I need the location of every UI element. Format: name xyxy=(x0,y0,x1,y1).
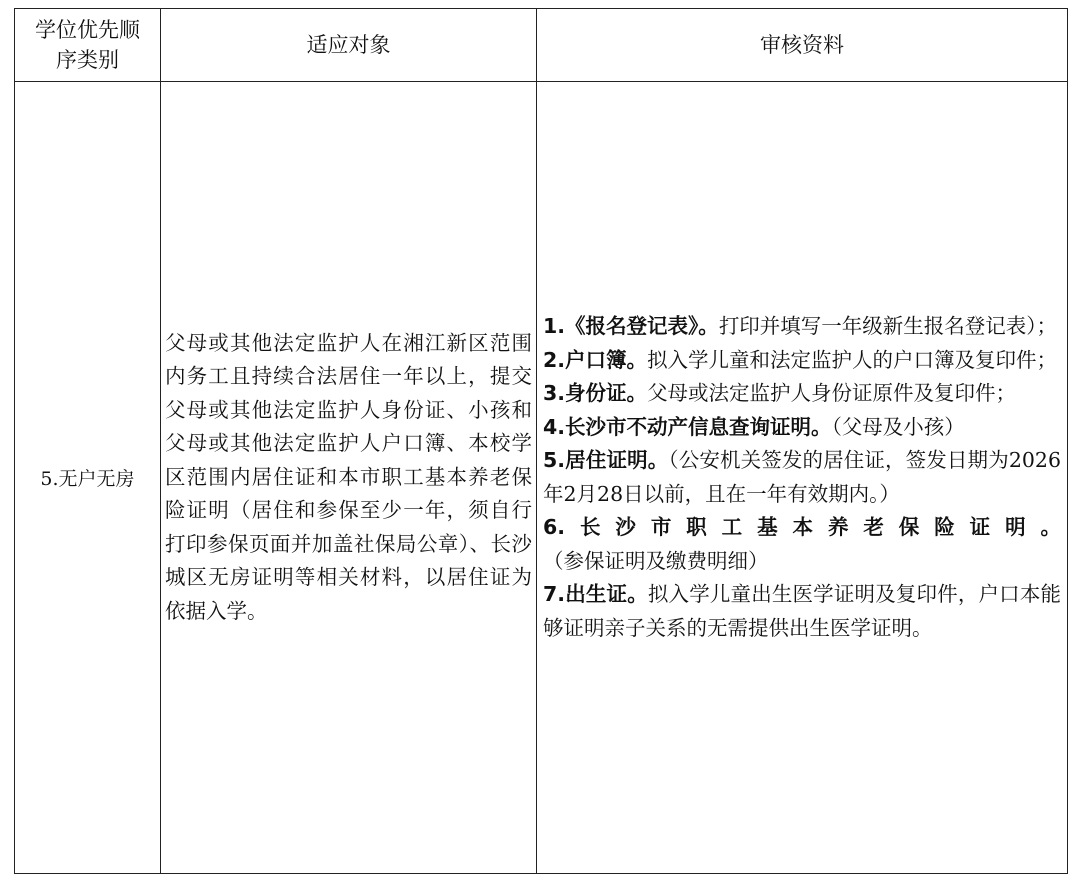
table-header-row xyxy=(15,9,1068,82)
material-text: 父母或法定监护人身份证原件及复印件； xyxy=(647,381,1017,405)
material-text: （公安机关签发的居住证，签发日期为2026年2月28日以前，且在一年有效期内。） xyxy=(543,448,1061,506)
material-item xyxy=(543,444,1061,511)
material-text: 拟入学儿童和法定监护人的户口簿及复印件； xyxy=(647,347,1058,372)
material-title: 1.《报名登记表》。 xyxy=(543,314,719,338)
material-title: 3.身份证。 xyxy=(543,381,648,405)
material-text: 拟入学儿童出生医学证明及复印件，户口本能够证明亲子关系的无需提供出生医学证明。 xyxy=(543,582,1061,640)
header-target: 适应对象 xyxy=(306,33,391,57)
header-target-cell xyxy=(161,9,537,82)
material-title: 5.居住证明。 xyxy=(543,448,669,472)
material-title: 2.户口簿。 xyxy=(543,347,648,372)
material-item xyxy=(543,377,1061,411)
header-materials: 审核资料 xyxy=(760,33,844,57)
table-row xyxy=(15,82,1068,874)
material-item xyxy=(543,511,1061,578)
material-title: 7.出生证。 xyxy=(543,582,648,606)
materials-cell xyxy=(537,82,1068,874)
category-cell xyxy=(15,82,161,874)
enrollment-table xyxy=(14,8,1068,874)
header-materials-cell xyxy=(537,9,1068,82)
material-item xyxy=(543,310,1061,344)
material-text: （参保证明及缴费明细） xyxy=(543,548,769,573)
material-item xyxy=(543,411,1061,445)
material-title: 4.长沙市不动产信息查询证明。 xyxy=(543,414,832,439)
material-item xyxy=(543,344,1061,378)
header-category: 学位优先顺序类别 xyxy=(35,18,140,72)
material-item xyxy=(543,578,1061,645)
materials-list xyxy=(537,310,1067,645)
category-label: 5.无户无房 xyxy=(40,468,135,490)
material-title: 6.长沙市职工基本养老保险证明。 xyxy=(543,515,1061,539)
header-category-cell xyxy=(15,9,161,82)
material-text: （父母及小孩） xyxy=(831,414,965,439)
target-cell xyxy=(161,82,537,874)
target-description: 父母或其他法定监护人在湘江新区范围内务工且持续合法居住一年以上，提交父母或其他法定监护人身份证、小孩和父母或其他法定监护人户口簿、本校学区范围内居住证和本市职工基本养老保险证明（居住和参保至少一年，须自行打印参保页面并加盖社保局公章）、长沙城区无房证明等相关材料，以居住证为依据入学。 xyxy=(165,330,532,623)
material-text: 打印并填写一年级新生报名登记表）； xyxy=(718,314,1058,338)
